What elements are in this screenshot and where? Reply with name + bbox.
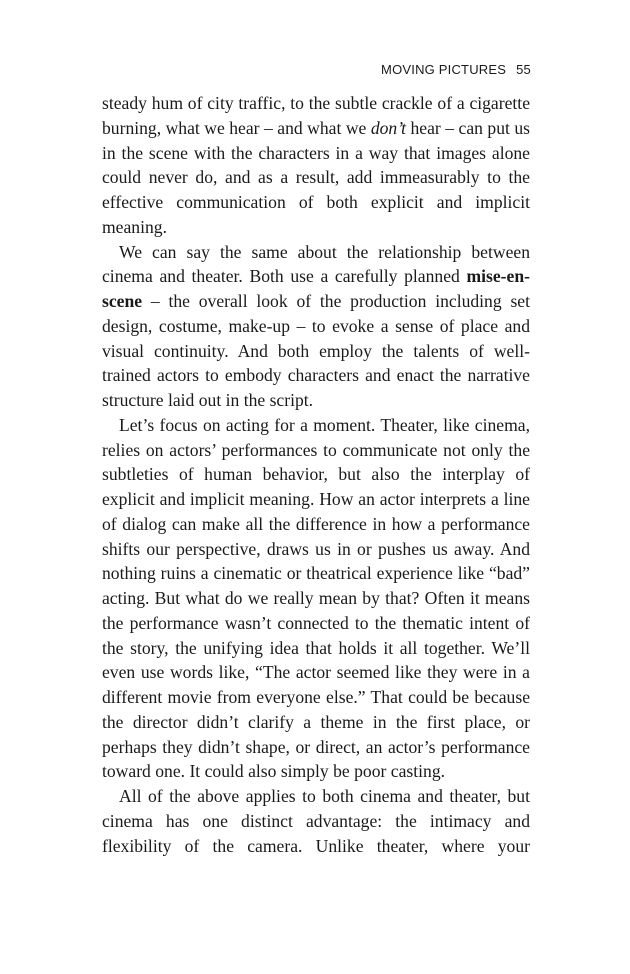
key-term-mise-en-scene: mise-en-scene [102,266,530,311]
running-head [381,62,531,77]
emphasis-dont: don’t [370,117,407,138]
paragraph-3: Let’s focus on acting for a moment. Theater, like cinema, relies on actors’ performances to communicate not only the subtleties of human behavior, but also the interplay of explicit and implicit meaning. How an actor interprets a line of dialog can make all the difference in how a performance shifts our perspective, draws us in or pushes us away. And nothing ruins a cinematic or theatrical experience like “bad” acting. But what do we really mean by that? Often it means the performance wasn’t connected to the thematic intent of the story, the unifying idea that holds it all together. We’ll even use words like, “The actor seemed like they were in a different movie from everyone else.” That could be because the director didn’t clarify a theme in the first place, or perhaps they didn’t shape, or direct, an actor’s performance toward one. It could also simply be poor casting. [102,414,530,782]
paragraph-4: All of the above applies to both cinema and theater, but cinema has one distinct advantage: the intimacy and flexibility of the camera. Unlike theater, where your [102,786,530,856]
paragraph-1: steady hum of city traffic, to the subtle crackle of a cigarette burning, what we hear – and what we don’t hear – can put us in the scene with the characters in a way that images alone could never do, and as a result, add immeasurably to the effective communication of both explicit and implicit meaning. [102,93,530,237]
page-number: 55 [516,62,531,77]
running-head-title: MOVING PICTURES [381,62,507,77]
body-text [102,91,530,858]
paragraph-2: We can say the same about the relationship between cinema and theater. Both use a carefully planned mise-en-scene – the overall look of the production including set design, costume, make-up – to evoke a sense of place and visual continuity. And both employ the talents of well-trained actors to embody characters and enact the narrative structure laid out in the script. [102,241,530,410]
